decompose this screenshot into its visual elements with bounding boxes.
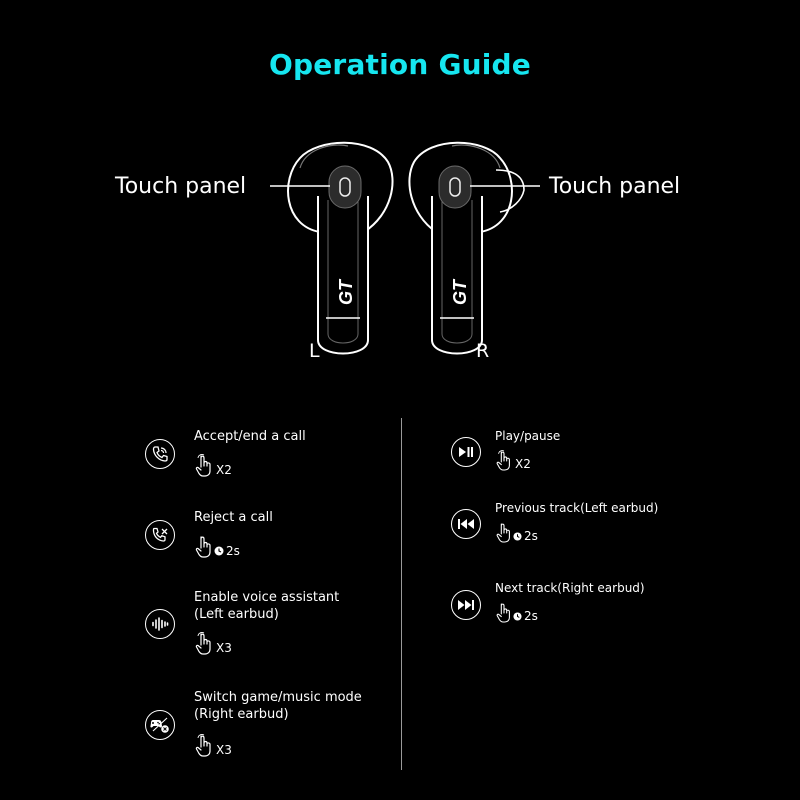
clock-icon — [513, 532, 522, 541]
gesture — [194, 734, 232, 758]
play-pause-icon — [451, 437, 481, 467]
right-earbud-logo: GT — [450, 280, 470, 305]
tap-hand-icon — [194, 632, 214, 656]
gesture — [495, 450, 531, 472]
column-divider — [401, 418, 402, 770]
touch-panel-label-left: Touch panel — [115, 174, 247, 199]
reject-call-icon — [145, 520, 175, 550]
operation-label: Switch game/music mode — [194, 690, 362, 705]
gesture-value: X2 — [216, 463, 232, 477]
operation-label: Previous track(Left earbud) — [495, 501, 659, 515]
gesture — [495, 522, 538, 544]
operation-label: Play/pause — [495, 429, 561, 443]
right-earbud — [409, 143, 540, 354]
tap-hand-icon — [194, 734, 214, 758]
gesture-value: 2s — [226, 544, 240, 558]
tap-hand-icon — [194, 454, 214, 478]
left-earbud-label: L — [309, 340, 320, 362]
tap-hand-icon — [495, 522, 513, 544]
tap-hand-icon — [495, 602, 513, 624]
operation-label: Reject a call — [194, 510, 273, 525]
gesture — [495, 602, 538, 624]
operation-label-sub: (Right earbud) — [194, 707, 289, 722]
gesture-value: 2s — [524, 529, 538, 543]
tap-hand-icon — [194, 535, 214, 559]
gesture-value: X3 — [216, 743, 232, 757]
gesture-value: 2s — [524, 609, 538, 623]
operation-label: Next track(Right earbud) — [495, 581, 645, 595]
right-earbud-label: R — [476, 340, 490, 362]
gesture-value: X2 — [515, 457, 531, 471]
previous-track-icon — [451, 509, 481, 539]
gamepad-icon — [145, 710, 175, 740]
operation-label-sub: (Left earbud) — [194, 607, 279, 622]
clock-icon — [513, 612, 522, 621]
gesture-value: X3 — [216, 641, 232, 655]
touch-panel-label-right: Touch panel — [549, 174, 681, 199]
phone-call-icon — [145, 439, 175, 469]
left-earbud-logo: GT — [336, 280, 356, 305]
gesture — [194, 454, 232, 478]
clock-icon — [214, 546, 224, 556]
voice-wave-icon — [145, 609, 175, 639]
operation-label: Enable voice assistant — [194, 590, 340, 605]
next-track-icon — [451, 590, 481, 620]
gesture — [194, 535, 240, 559]
gesture — [194, 632, 232, 656]
operation-label: Accept/end a call — [194, 429, 306, 444]
page-title: Operation Guide — [269, 48, 531, 81]
tap-hand-icon — [495, 450, 513, 472]
left-earbud — [270, 143, 393, 354]
